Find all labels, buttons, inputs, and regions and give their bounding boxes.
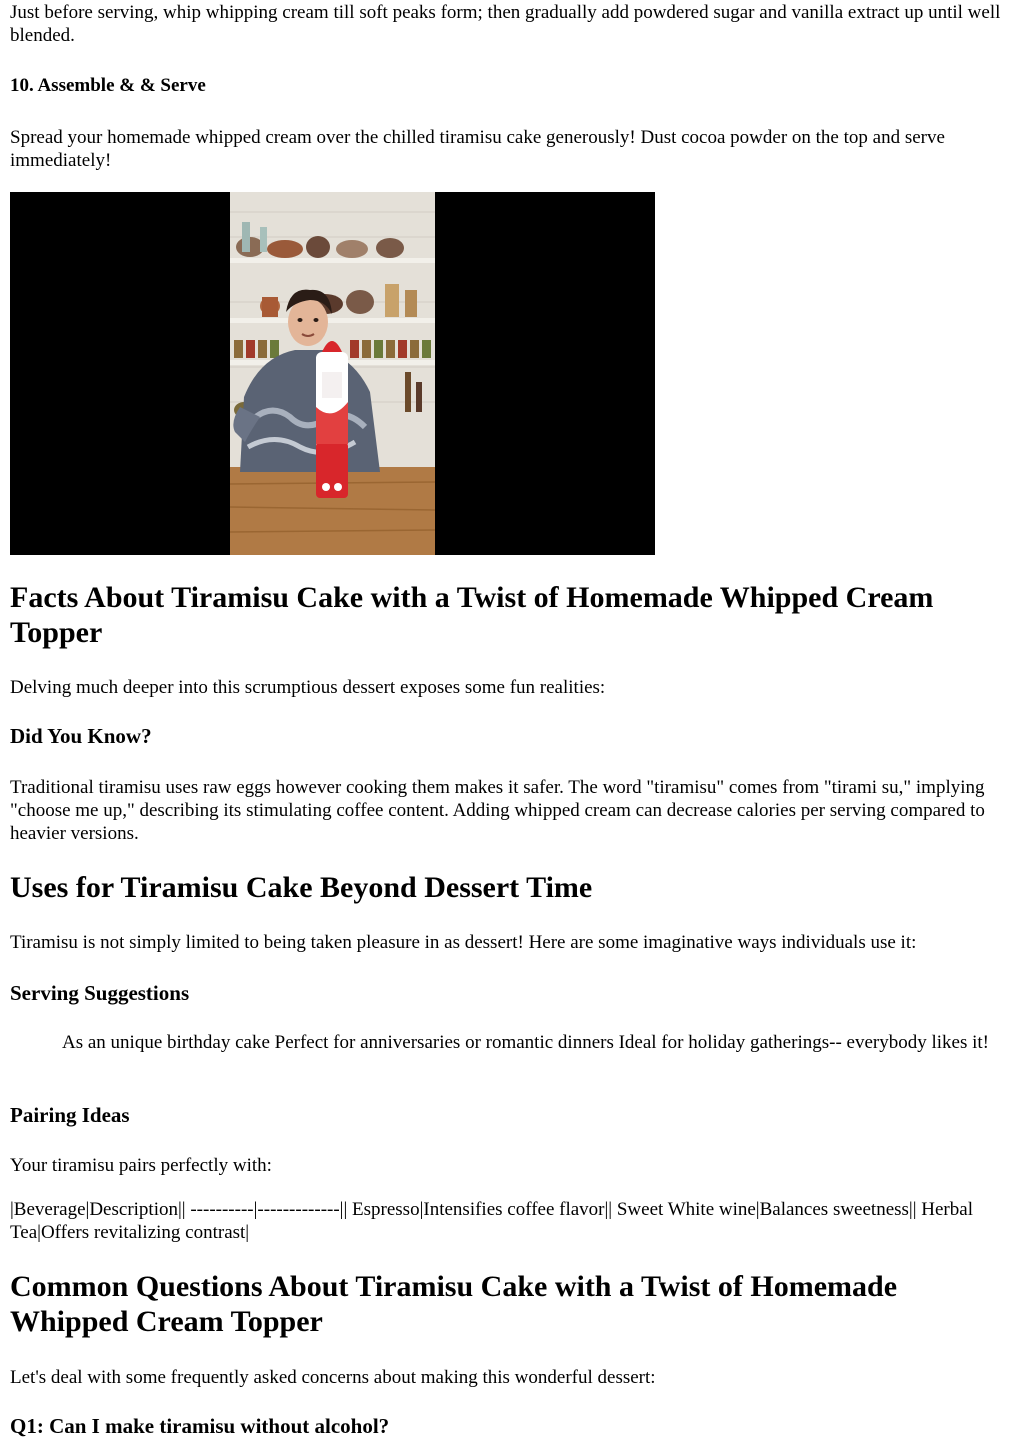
pairing-intro: Your tiramisu pairs perfectly with: — [10, 1155, 272, 1176]
did-you-know-heading: Did You Know? — [10, 724, 152, 748]
questions-heading: Common Questions About Tiramisu Cake with a Twist of Homemade Whipped Cream Topper — [10, 1270, 898, 1338]
serving-suggestions-text: As an unique birthday cake Perfect for anniversaries or romantic dinners Ideal for holiday gatherings-- everybody likes it! — [62, 1032, 989, 1053]
pairing-ideas-heading: Pairing Ideas — [10, 1103, 130, 1127]
facts-heading: Facts About Tiramisu Cake with a Twist of Homemade Whipped Cream Topper — [10, 581, 934, 649]
pairing-table-text: |Beverage|Description|| ----------|-------------|| Espresso|Intensifies coffee flavor|| Sweet White wine|Balances sweetness|| Herbal Tea|Offers revitalizing contrast| — [10, 1199, 973, 1243]
questions-intro: Let's deal with some frequently asked concerns about making this wonderful dessert: — [10, 1367, 656, 1388]
uses-heading: Uses for Tiramisu Cake Beyond Dessert Time — [10, 871, 593, 904]
video-still-image — [230, 192, 435, 555]
intro-paragraph: Just before serving, whip whipping cream till soft peaks form; then gradually add powdered sugar and vanilla extract up until well blended. — [10, 2, 1001, 46]
facts-text: Traditional tiramisu uses raw eggs however cooking them makes it safer. The word "tiramisu" comes from "tirami su," implying "choose me up," describing its stimulating coffee content. Adding whipped cream can decrease calories per serving compared to heavier versions. — [10, 777, 985, 844]
q1-heading: Q1: Can I make tiramisu without alcohol? — [10, 1414, 390, 1438]
step-10-text: Spread your homemade whipped cream over the chilled tiramisu cake generously! Dust cocoa powder on the top and serve immediately! — [10, 127, 945, 171]
serving-suggestions-heading: Serving Suggestions — [10, 981, 190, 1005]
uses-intro: Tiramisu is not simply limited to being taken pleasure in as dessert! Here are some imaginative ways individuals use it: — [10, 932, 917, 953]
video-player[interactable] — [10, 192, 655, 555]
step-10-heading: 10. Assemble & & Serve — [10, 75, 206, 96]
facts-intro: Delving much deeper into this scrumptious dessert exposes some fun realities: — [10, 677, 606, 698]
video-frame — [230, 192, 435, 555]
